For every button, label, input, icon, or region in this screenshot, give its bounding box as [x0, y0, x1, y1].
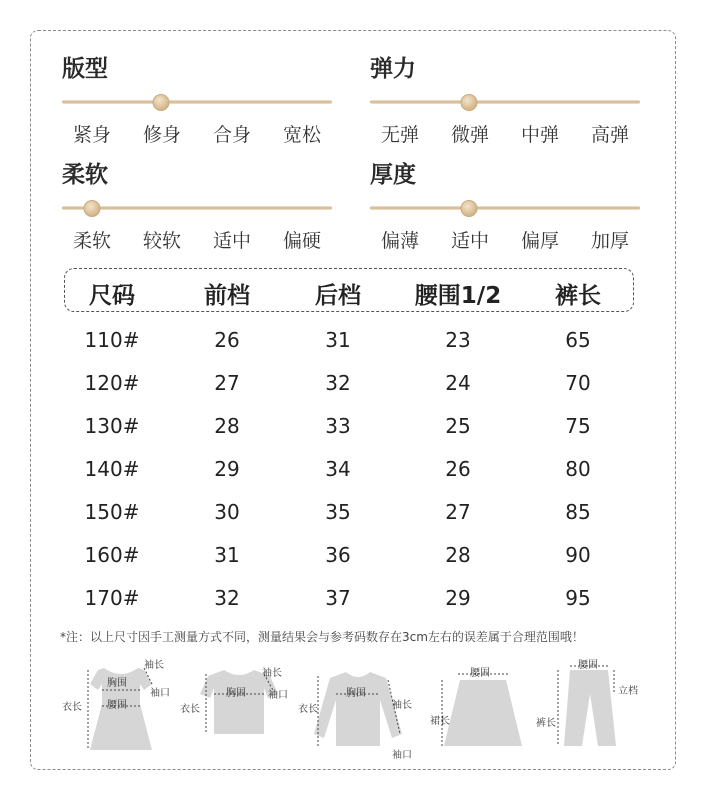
fit-slider: [62, 94, 332, 110]
measurement-note: *注：以上尺寸因手工测量方式不同，测量结果会与参考码数存在3cm左右的误差属于合理范围哦！: [60, 630, 584, 644]
table-row: [0, 586, 704, 616]
sweater-figure: [296, 654, 426, 766]
table-row: [0, 414, 704, 444]
dress-chest-label: 胸围: [107, 678, 127, 689]
cell-back-rise: 36: [325, 543, 351, 567]
option-label: 中弹: [520, 124, 559, 146]
measurement-figures: [60, 654, 640, 766]
attribute-title: 柔软: [62, 162, 108, 188]
cell-front-rise: 32: [214, 586, 240, 610]
dress-length-label: 衣长: [62, 702, 82, 713]
cell-back-rise: 32: [325, 371, 351, 395]
sweater-length-label: 衣长: [298, 704, 318, 715]
cell-back-rise: 33: [325, 414, 351, 438]
slider-track: [370, 100, 640, 104]
option-label: 偏薄: [380, 230, 419, 252]
option-label: 偏厚: [520, 230, 559, 252]
skirt-figure: [428, 654, 534, 766]
tshirt-sleeve-label: 袖长: [262, 668, 282, 679]
cell-back-rise: 37: [325, 586, 351, 610]
cell-back-rise: 35: [325, 500, 351, 524]
attribute-softness: [62, 160, 332, 253]
option-label: 修身: [142, 124, 181, 146]
cell-pants-length: 70: [565, 371, 591, 395]
table-row: [0, 328, 704, 358]
slider-knob: [153, 94, 170, 111]
cell-pants-length: 95: [565, 586, 591, 610]
attribute-title: 版型: [62, 56, 108, 82]
tshirt-length-label: 衣长: [180, 704, 200, 715]
option-label: 宽松: [282, 124, 321, 146]
cell-front-rise: 26: [214, 328, 240, 352]
slider-track: [370, 206, 640, 210]
cell-pants-length: 75: [565, 414, 591, 438]
option-label: 微弹: [450, 124, 489, 146]
dress-sleeve-label: 袖长: [144, 660, 164, 671]
header-back-rise: 后档: [315, 283, 361, 309]
cell-back-rise: 31: [325, 328, 351, 352]
cell-size: 130#: [84, 414, 140, 438]
cell-size: 150#: [84, 500, 140, 524]
pants-rise-label: 立档: [618, 686, 638, 697]
cell-size: 160#: [84, 543, 140, 567]
header-front-rise: 前档: [204, 283, 250, 309]
dress-cuff-label: 袖口: [150, 688, 170, 699]
table-row: [0, 371, 704, 401]
cell-front-rise: 30: [214, 500, 240, 524]
cell-pants-length: 90: [565, 543, 591, 567]
cell-size: 140#: [84, 457, 140, 481]
table-row: [0, 543, 704, 573]
slider-track: [62, 206, 332, 210]
cell-half-waist: 29: [445, 586, 471, 610]
option-label: 紧身: [72, 124, 111, 146]
slider-knob: [461, 94, 478, 111]
cell-pants-length: 80: [565, 457, 591, 481]
cell-pants-length: 65: [565, 328, 591, 352]
option-label: 适中: [450, 230, 489, 252]
cell-half-waist: 27: [445, 500, 471, 524]
sweater-chest-label: 胸围: [346, 688, 366, 699]
option-label: 柔软: [72, 230, 111, 252]
skirt-waist-label: 腰围: [470, 668, 490, 679]
option-label: 较软: [142, 230, 181, 252]
attribute-title: 厚度: [370, 162, 416, 188]
elasticity-slider: [370, 94, 640, 110]
cell-front-rise: 29: [214, 457, 240, 481]
tshirt-cuff-label: 袖口: [268, 690, 288, 701]
option-label: 适中: [212, 230, 251, 252]
cell-size: 170#: [84, 586, 140, 610]
dress-figure: [60, 654, 180, 766]
thickness-slider: [370, 200, 640, 216]
option-label: 高弹: [590, 124, 629, 146]
tshirt-chest-label: 胸围: [226, 688, 246, 699]
attribute-fit: [62, 54, 332, 147]
cell-pants-length: 85: [565, 500, 591, 524]
pants-waist-label: 腰围: [578, 660, 598, 671]
pants-length-label: 裤长: [536, 718, 556, 729]
option-label: 合身: [212, 124, 251, 146]
cell-size: 120#: [84, 371, 140, 395]
skirt-length-label: 裙长: [430, 716, 450, 727]
cell-front-rise: 27: [214, 371, 240, 395]
sweater-sleeve-label: 袖长: [392, 700, 412, 711]
cell-half-waist: 28: [445, 543, 471, 567]
cell-half-waist: 25: [445, 414, 471, 438]
cell-front-rise: 28: [214, 414, 240, 438]
slider-knob: [461, 200, 478, 217]
option-label: 无弹: [380, 124, 419, 146]
cell-front-rise: 31: [214, 543, 240, 567]
table-row: [0, 457, 704, 487]
tshirt-figure: [178, 654, 298, 766]
header-half-waist: 腰围1/2: [414, 283, 502, 309]
attribute-title: 弹力: [370, 56, 416, 82]
sweater-cuff-label: 袖口: [392, 750, 412, 761]
table-row: [0, 500, 704, 530]
dress-waist-label: 腰围: [107, 700, 127, 711]
softness-slider: [62, 200, 332, 216]
option-label: 偏硬: [282, 230, 321, 252]
header-pants-length: 裤长: [555, 283, 601, 309]
pants-figure: [536, 654, 640, 766]
option-label: 加厚: [590, 230, 629, 252]
attribute-thickness: [370, 160, 640, 253]
cell-half-waist: 23: [445, 328, 471, 352]
cell-half-waist: 24: [445, 371, 471, 395]
cell-back-rise: 34: [325, 457, 351, 481]
header-size: 尺码: [89, 283, 135, 309]
cell-half-waist: 26: [445, 457, 471, 481]
attribute-elasticity: [370, 54, 640, 147]
cell-size: 110#: [84, 328, 140, 352]
slider-track: [62, 100, 332, 104]
slider-knob: [83, 200, 100, 217]
